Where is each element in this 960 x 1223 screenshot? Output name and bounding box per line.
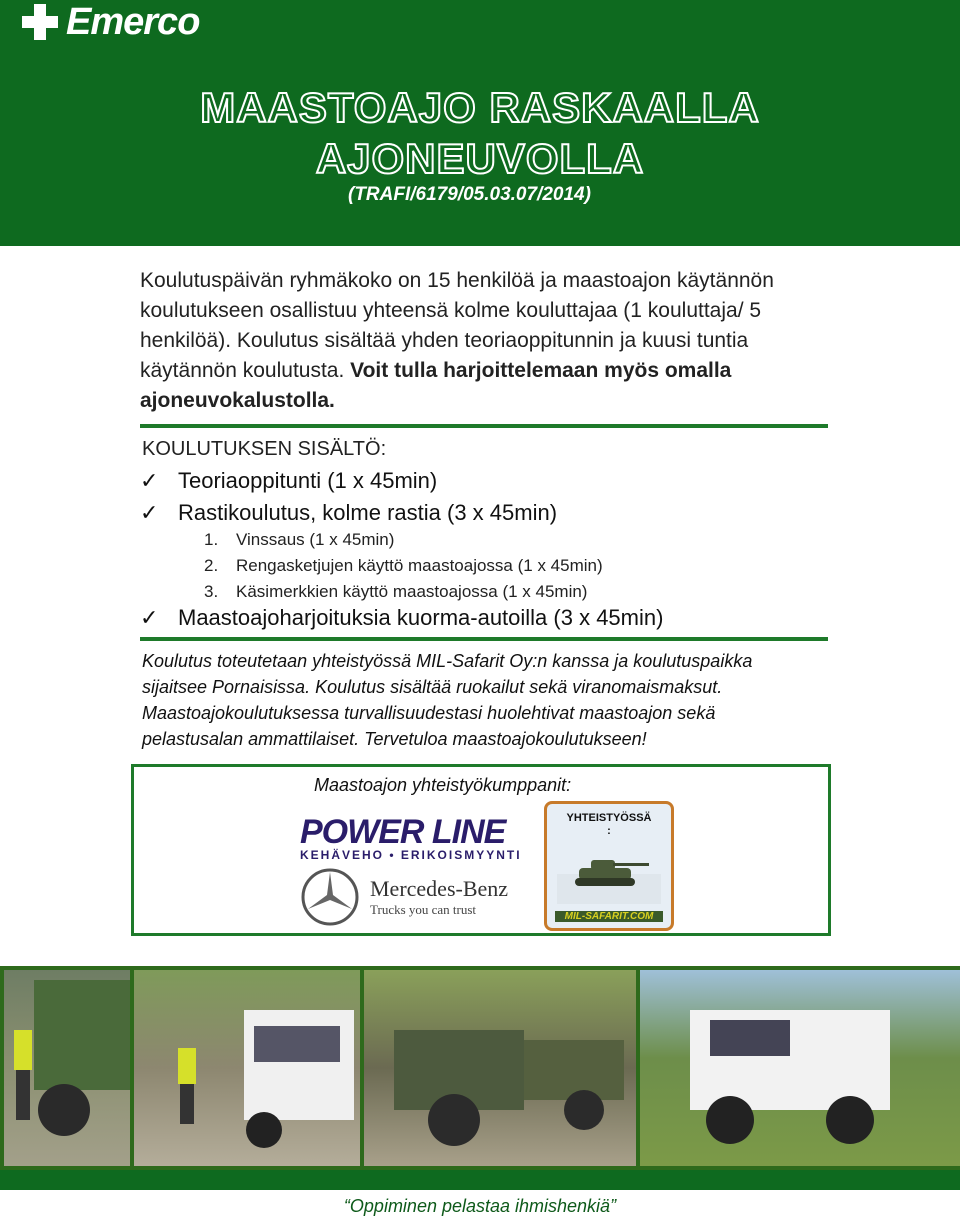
content-heading: KOULUTUKSEN SISÄLTÖ:: [142, 438, 387, 460]
power-line-name: POWER LINE: [300, 813, 506, 851]
mercedes-name: Mercedes-Benz: [370, 876, 509, 901]
power-line-tagline: KEHÄVEHO • ERIKOISMYYNTI: [300, 848, 522, 862]
sub-item-label: Vinssaus (1 x 45min): [236, 530, 395, 549]
photo-chains: [4, 970, 130, 1166]
workers-image: [4, 970, 130, 1166]
list-item-label: Teoriaoppitunti (1 x 45min): [178, 468, 438, 493]
partners-box: [131, 764, 831, 936]
divider-middle: [140, 637, 828, 641]
unimog-image: [640, 970, 960, 1166]
divider-top: [140, 424, 828, 428]
mercedes-tagline: Trucks you can trust: [370, 902, 477, 917]
tagline: “Oppiminen pelastaa ihmishenkiä”: [343, 1196, 617, 1216]
emerco-logo: [20, 0, 199, 44]
photo-strip: [0, 966, 960, 1170]
list-item: [140, 468, 437, 494]
header-banner: [0, 0, 960, 246]
info-paragraph: Koulutus toteutetaan yhteistyössä MIL-Safarit Oy:n kanssa ja koulutuspaikka sijaitsee Pornaisissa. Koulutus sisältää ruokailut sekä viranomaismaksut. Maastoajokoulutuksessa turvallisuudestasi huolehtivat maastoajon sekä pelastusalan ammattilaiset. Tervetuloa maastoajokoulutukseen!: [142, 651, 753, 749]
page-title-line1: MAASTOAJO RASKAALLA: [200, 84, 760, 131]
truck-image: [134, 970, 360, 1166]
sub-list-item: [204, 530, 394, 550]
page-title-line2: AJONEUVOLLA: [315, 135, 645, 182]
photo-unimog: [640, 970, 960, 1166]
tank-icon: [557, 844, 661, 904]
badge-label: YHTEISTYÖSSÄ :: [566, 812, 652, 837]
sub-item-number: 1.: [204, 530, 219, 549]
logo-text: Emerco: [66, 0, 200, 43]
check-icon: ✓: [140, 500, 159, 525]
check-icon: ✓: [140, 605, 159, 630]
photo-offroad: [364, 970, 636, 1166]
mercedes-star-icon: [300, 867, 360, 927]
list-item: [140, 500, 557, 526]
photo-truck: [134, 970, 360, 1166]
mil-safarit-badge: [544, 801, 674, 931]
intro-paragraph: [140, 266, 820, 416]
sub-item-number: 3.: [204, 582, 219, 601]
sub-list-item: [204, 582, 587, 602]
footer-band: [0, 1170, 960, 1190]
list-item-label: Rastikoulutus, kolme rastia (3 x 45min): [178, 500, 558, 525]
list-item: [140, 605, 663, 631]
partners-title: Maastoajon yhteistyökumppanit:: [314, 775, 572, 795]
check-icon: ✓: [140, 468, 159, 493]
sub-item-label: Käsimerkkien käyttö maastoajossa (1 x 45min): [236, 582, 588, 601]
badge-url: MIL-SAFARIT.COM: [555, 911, 663, 922]
sub-list-item: [204, 556, 603, 576]
sub-item-number: 2.: [204, 556, 219, 575]
military-trucks-image: [364, 970, 636, 1166]
mercedes-benz-logo: [300, 867, 508, 927]
sub-item-label: Rengasketjujen käyttö maastoajossa (1 x 45min): [236, 556, 603, 575]
permit-number: (TRAFI/6179/05.03.07/2014): [348, 184, 591, 205]
intro-text: Koulutuspäivän ryhmäkoko on 15 henkilöä ja maastoajon käytännön koulutukseen osallistuu yhteensä kolme kouluttajaa (1 kouluttaja/ 5 henkilöä). Koulutus sisältää yhden teoriaoppitunnin ja kuusi tuntia käytännön koulutusta.: [140, 269, 774, 382]
list-item-label: Maastoajoharjoituksia kuorma-autoilla (3 x 45min): [178, 605, 664, 630]
intro-bold-text: Voit tulla harjoittelemaan myös omalla ajoneuvokalustolla.: [140, 359, 732, 412]
power-line-logo: [300, 813, 522, 862]
cross-icon: [20, 2, 60, 42]
